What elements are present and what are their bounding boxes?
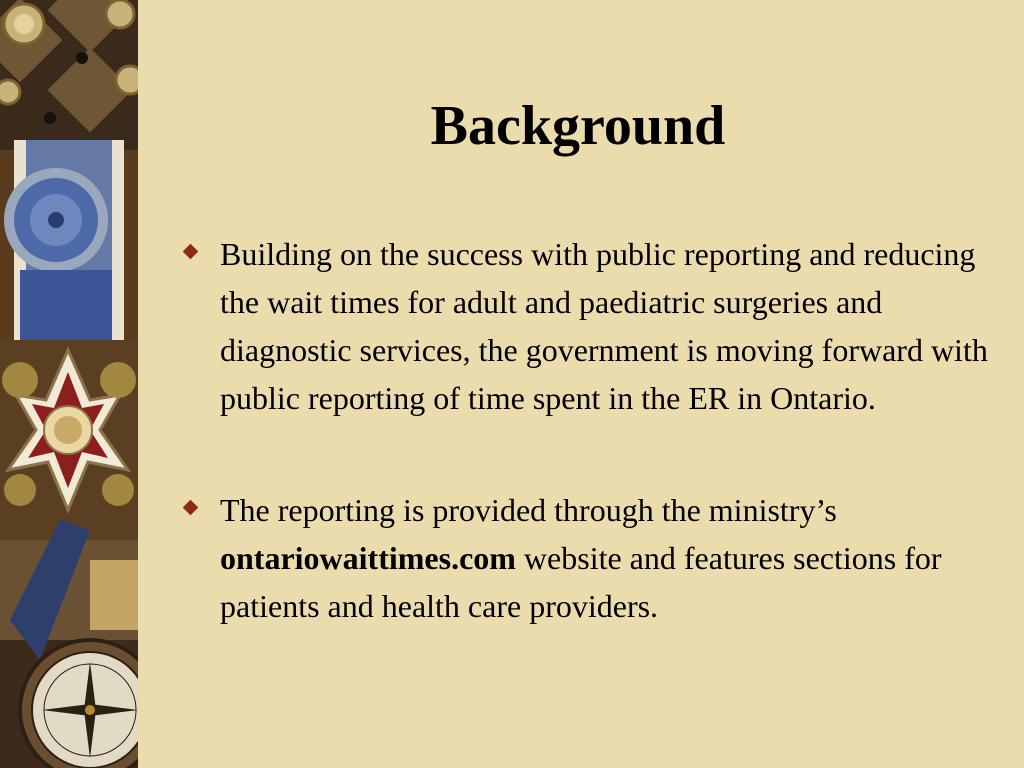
diamond-bullet-icon	[183, 244, 199, 260]
bullet-item	[180, 230, 1020, 422]
bullet-text	[220, 486, 1020, 630]
bullet-item	[180, 486, 1020, 630]
diamond-bullet-icon	[183, 500, 199, 516]
bullet-text: Building on the success with public reporting and reducing the wait times for adult and paediatric surgeries and diagnostic services, the government is moving forward with public reporting of time spent in the ER in Ontario.	[220, 236, 988, 416]
website-name: ontariowaittimes.com	[220, 540, 516, 576]
bullet-list	[180, 230, 1020, 630]
medals-and-compass-image	[0, 0, 138, 768]
bullet-text-end: website and features sections for patients and health care providers.	[220, 540, 942, 624]
bullet-text-start: The reporting is provided through the ministry’s	[220, 492, 837, 528]
slide-title: Background	[430, 95, 726, 157]
